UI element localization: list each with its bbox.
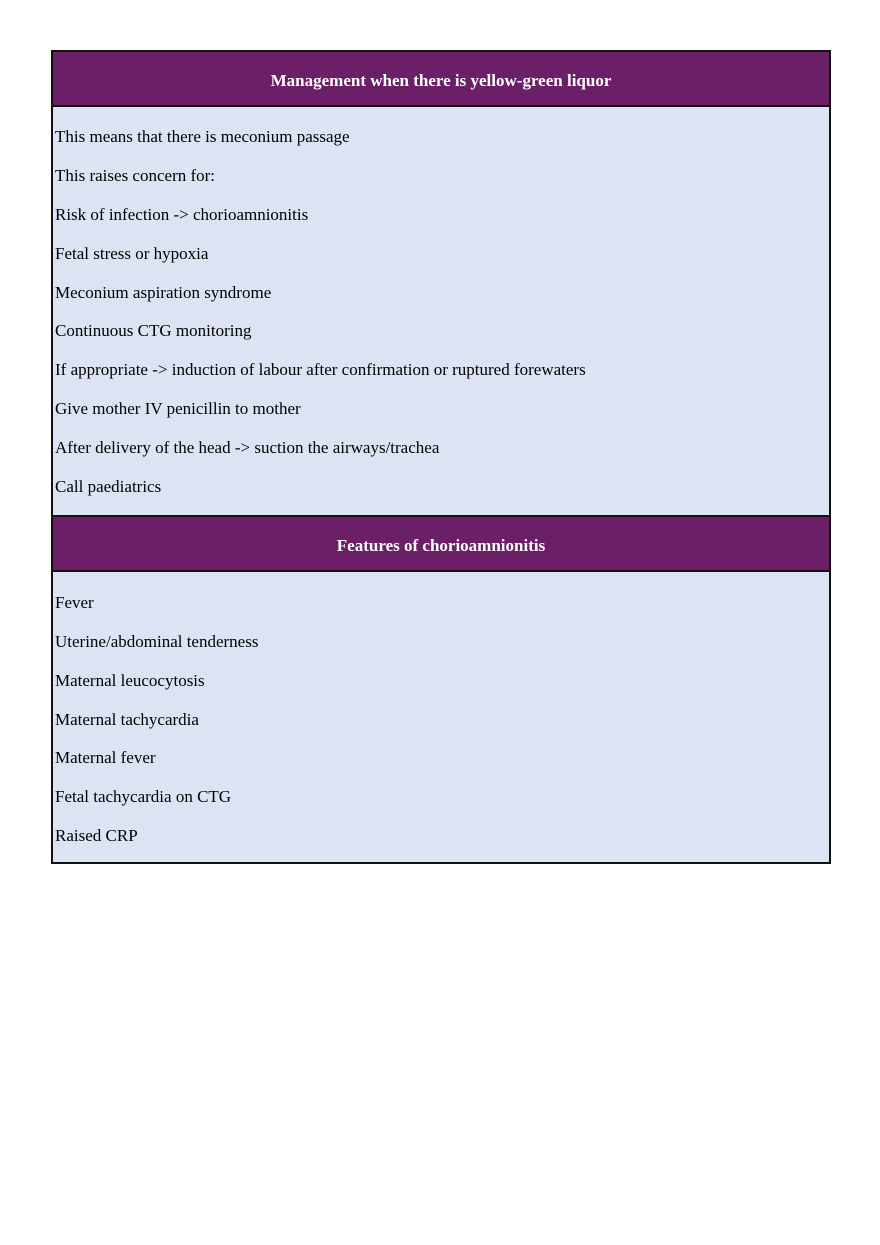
- list-item: Fetal stress or hypoxia: [55, 243, 209, 263]
- list-item: Maternal fever: [55, 748, 156, 768]
- list-item: Fever: [55, 592, 94, 612]
- list-item: This raises concern for:: [55, 165, 216, 185]
- section-header-chorioamnionitis: Features of chorioamnionitis: [53, 515, 829, 572]
- list-item: Continuous CTG monitoring: [55, 321, 252, 341]
- list-item: Uterine/abdominal tenderness: [55, 631, 259, 651]
- list-item: Maternal tachycardia: [55, 709, 199, 729]
- list-item: If appropriate -> induction of labour after confirmation or ruptured forewaters: [55, 360, 586, 380]
- list-item: This means that there is meconium passage: [55, 127, 350, 146]
- section-header-management: Management when there is yellow-green liquor: [53, 52, 829, 107]
- list-item: After delivery of the head -> suction the airways/trachea: [55, 438, 440, 458]
- list-item: Call paediatrics: [55, 477, 162, 497]
- notes-table: [51, 50, 831, 864]
- list-item: Meconium aspiration syndrome: [55, 282, 272, 302]
- list-item: Give mother IV penicillin to mother: [55, 399, 301, 419]
- section-body-chorioamnionitis: [53, 572, 829, 862]
- list-item: Fetal tachycardia on CTG: [55, 787, 232, 807]
- list-item: Raised CRP: [55, 826, 138, 846]
- list-item: Maternal leucocytosis: [55, 670, 205, 690]
- list-item: Risk of infection -> chorioamnionitis: [55, 204, 309, 224]
- section-body-management: [53, 107, 829, 515]
